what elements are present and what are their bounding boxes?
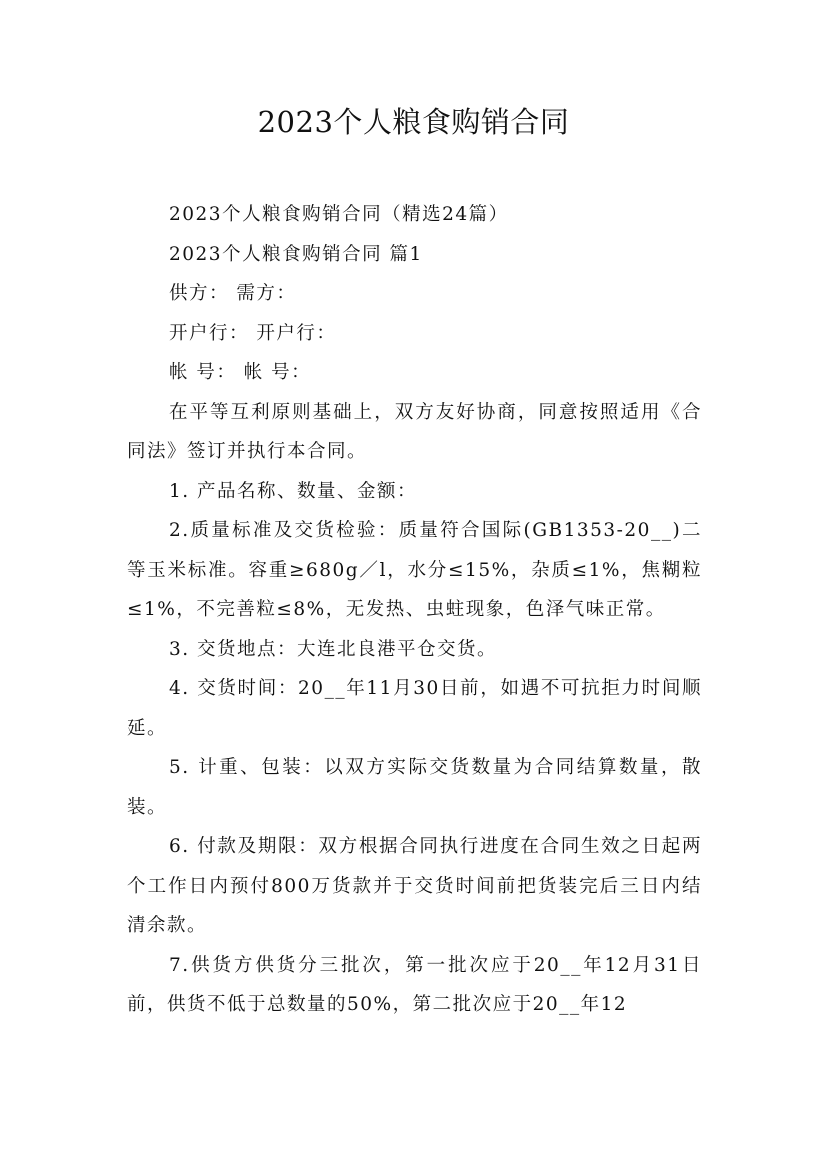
subtitle-paragraph: 2023个人粮食购销合同（精选24篇） bbox=[169, 204, 509, 225]
clause-2: 2.质量标准及交货检验：质量符合国际(GB1353-20__)二等玉米标准。容重≥680g／l，水分≤15%，杂质≤1%，焦糊粒≤1%，不完善粒≤8%，无发热、虫蛀现象，色泽气味正常。 bbox=[127, 520, 702, 620]
clause-1: 1. 产品名称、数量、金额： bbox=[169, 480, 418, 502]
clause-6: 6. 付款及期限：双方根据合同执行进度在合同生效之日起两个工作日内预付800万货款并于交货时间前把货装完后三日内结清余款。 bbox=[127, 836, 702, 936]
bank-line: 开户行： 开户行： bbox=[169, 322, 337, 344]
account-line: 帐 号： 帐 号： bbox=[169, 362, 312, 383]
clause-3: 3. 交货地点：大连北良港平仓交货。 bbox=[169, 638, 498, 660]
document-title: 2023个人粮食购销合同 bbox=[257, 105, 570, 139]
clause-7: 7.供货方供货分三批次，第一批次应于20__年12月31日前，供货不低于总数量的50%，第二批次应于20__年12 bbox=[127, 954, 702, 1015]
document-body bbox=[127, 195, 702, 1025]
clause-4: 4. 交货时间：20__年11月30日前，如遇不可抗拒力时间顺延。 bbox=[127, 678, 702, 739]
section-heading: 2023个人粮食购销合同 篇1 bbox=[169, 243, 423, 265]
clause-5: 5. 计重、包装：以双方实际交货数量为合同结算数量，散装。 bbox=[127, 757, 702, 818]
party-line: 供方： 需方： bbox=[169, 283, 297, 304]
preamble-paragraph: 在平等互利原则基础上，双方友好协商，同意按照适用《合同法》签订并执行本合同。 bbox=[127, 401, 702, 462]
